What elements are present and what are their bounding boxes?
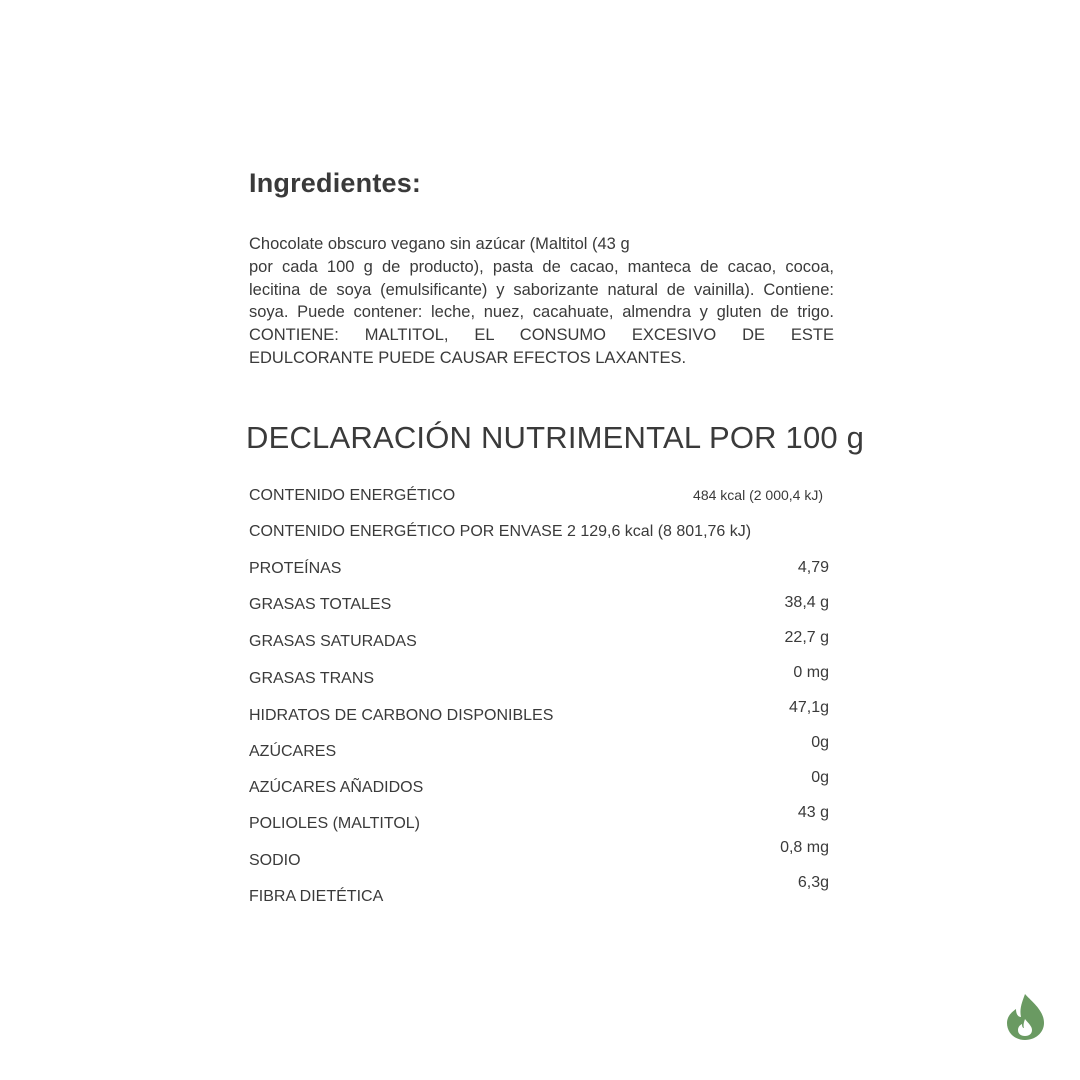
nutrition-label: AZÚCARES bbox=[249, 743, 337, 760]
nutrition-row-carbs bbox=[249, 699, 829, 731]
nutrition-label: SODIO bbox=[249, 852, 301, 869]
nutrition-label: GRASAS SATURADAS bbox=[249, 633, 417, 650]
nutrition-title: DECLARACIÓN NUTRIMENTAL POR 100 g bbox=[246, 420, 865, 455]
nutrition-row-saturated-fat bbox=[249, 629, 829, 656]
nutrition-row-sodium bbox=[249, 839, 829, 876]
nutrition-label: CONTENIDO ENERGÉTICO bbox=[249, 487, 456, 504]
nutrition-value: 0g bbox=[811, 769, 829, 786]
flame-badge bbox=[1004, 992, 1046, 1042]
nutrition-value: 22,7 g bbox=[784, 629, 829, 646]
nutrition-row-trans-fat bbox=[249, 664, 829, 694]
nutrition-value: 6,3g bbox=[797, 874, 829, 891]
ingredients-text bbox=[249, 233, 834, 370]
nutrition-row-energy bbox=[249, 487, 829, 511]
nutrition-row-sugars bbox=[249, 734, 829, 767]
nutrition-label: POLIOLES (MALTITOL) bbox=[249, 815, 421, 832]
nutrition-row-total-fat bbox=[249, 595, 829, 619]
nutrition-row-polyols bbox=[249, 804, 829, 839]
nutrition-row-energy-package bbox=[249, 523, 829, 547]
ingredients-heading: Ingredientes: bbox=[249, 168, 422, 198]
nutrition-value: 0 mg bbox=[793, 664, 829, 681]
nutrition-label: HIDRATOS DE CARBONO DISPONIBLES bbox=[249, 707, 554, 724]
flame-icon bbox=[1004, 992, 1046, 1042]
nutrition-value: 47,1g bbox=[788, 699, 829, 716]
nutrition-label: AZÚCARES AÑADIDOS bbox=[249, 779, 424, 796]
nutrition-row-protein bbox=[249, 559, 829, 583]
nutrition-row-added-sugars bbox=[249, 769, 829, 803]
nutrition-value: 0g bbox=[811, 734, 829, 751]
nutrition-value: 4,79 bbox=[797, 559, 829, 576]
nutrition-label: GRASAS TOTALES bbox=[249, 596, 392, 613]
nutrition-value: 38,4 g bbox=[784, 594, 829, 611]
nutrition-value: 0,8 mg bbox=[780, 839, 829, 856]
ingredients-first-line: Chocolate obscuro vegano sin azúcar (Maltitol (43 g bbox=[249, 235, 630, 253]
nutrition-row-fiber bbox=[249, 874, 829, 912]
nutrition-label: FIBRA DIETÉTICA bbox=[249, 888, 384, 905]
nutrition-value: 484 kcal (2 000,4 kJ) bbox=[693, 487, 823, 503]
nutrition-value: 43 g bbox=[797, 804, 829, 821]
nutrition-label: GRASAS TRANS bbox=[249, 670, 375, 687]
nutrition-label: PROTEÍNAS bbox=[249, 560, 342, 577]
ingredients-rest: por cada 100 g de producto), pasta de cacao, manteca de cacao, cocoa, lecitina de soya (emulsificante) y saborizante natural de vainilla). Contiene: soya. Puede contener: leche, nuez, cacahuate, almendra y gluten de trigo. CONTIENE: MALTITOL, EL CONSUMO EXCESIVO DE ESTE EDULCORANTE PUEDE CAUSAR EFECTOS LAXANTES. bbox=[249, 257, 834, 367]
nutrition-label: CONTENIDO ENERGÉTICO POR ENVASE 2 129,6 kcal (8 801,76 kJ) bbox=[249, 523, 752, 540]
